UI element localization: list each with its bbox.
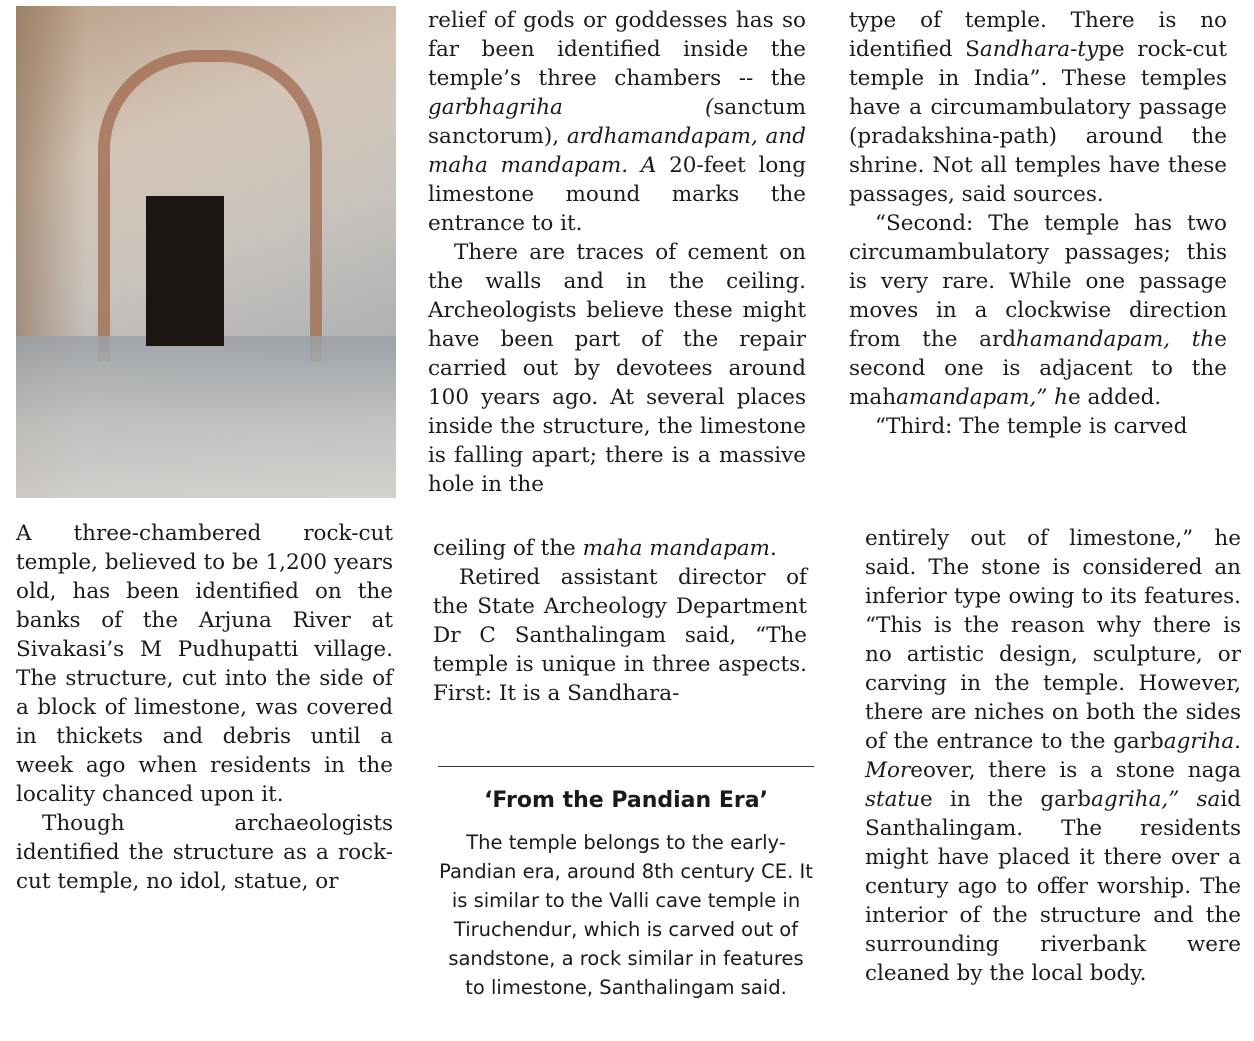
column-right-top xyxy=(849,6,1227,441)
paragraph-second xyxy=(849,209,1227,412)
paragraph-santhalingam: Retired assistant director of the State Archeology Department Dr C Santhalingam said, “The temple is unique in three aspects. First: It is a Sandhara- xyxy=(433,565,807,706)
italic-term: amandapam,” h xyxy=(896,385,1068,410)
column-middle-bottom xyxy=(433,534,807,708)
text-run: sanctum sanctorum), xyxy=(428,95,806,149)
italic-term: agriha,” sa xyxy=(1091,787,1221,812)
italic-term: agriha. Mor xyxy=(865,729,1241,783)
sidebar-title: ‘From the Pandian Era’ xyxy=(484,788,768,813)
text-run: . xyxy=(769,536,777,561)
temple-photo xyxy=(16,6,396,498)
italic-term: andhara-ty xyxy=(979,37,1099,62)
text-run: e in the garb xyxy=(919,787,1092,812)
photo-floor xyxy=(16,336,396,498)
text-run: e added. xyxy=(1068,385,1162,410)
paragraph-intro: A three-chambered rock-cut temple, believed to be 1,200 years old, has been identified on the banks of the Arjuna River at Sivakasi’s M Pudhupatti village. The structure, cut into the side of a block of limestone, was covered in thickets and debris until a week ago when residents in the locality chanced upon it. xyxy=(16,521,393,807)
text-run: relief of gods or goddesses has so far been identified inside the temple’s three chambers -- the xyxy=(428,8,806,91)
text-run: eover, there is a stone naga xyxy=(910,758,1241,783)
italic-term: hamandapam, th xyxy=(1016,327,1215,352)
italic-term: garbhagriha ( xyxy=(428,95,714,120)
sidebar-divider xyxy=(438,766,814,767)
sidebar-body: The temple belongs to the early-Pandian era, around 8th century CE. It is similar to the Valli cave temple in Tiruchendur, which is carved out of sandstone, a rock similar in features to limestone, Santhalingam said. xyxy=(439,831,813,999)
italic-term: statu xyxy=(865,787,920,812)
column-middle-top xyxy=(428,6,806,499)
text-run: pe rock-cut temple in India”. These temples have a circumambulatory passage (pradakshina-path) around the shrine. Not all temples have these passages, said sources. xyxy=(849,37,1227,207)
text-run: ceiling of the xyxy=(433,536,583,561)
paragraph-cement: There are traces of cement on the walls and in the ceiling. Archeologists believe these might have been part of the repair carried out by devotees around 100 years ago. At several places inside the structure, the limestone is falling apart; there is a massive hole in the xyxy=(428,240,806,497)
paragraph-chambers xyxy=(428,6,806,238)
italic-term: maha mandapam xyxy=(582,536,770,561)
text-run: “Second: The temple has two circumambulatory passages; this is very rare. While one passage moves in a clockwise direction from the ard xyxy=(849,211,1227,352)
paragraph-archaeologists: Though archaeologists identified the structure as a rock-cut temple, no idol, statue, or xyxy=(16,811,393,894)
column-right-bottom xyxy=(865,524,1241,988)
paragraph-ceiling xyxy=(433,534,807,563)
text-run: entirely out of limestone,” he said. The stone is considered an inferior type owing to its features. “This is the reason why there is no artistic design, sculpture, or carving in the temple. However, there are niches on both the sides of the entrance to the garb xyxy=(865,526,1241,754)
photo-doorway xyxy=(146,196,224,346)
paragraph-limestone xyxy=(865,524,1241,988)
paragraph-sandhara xyxy=(849,6,1227,209)
text-run: type of temple. There is no identified S xyxy=(849,8,1227,62)
paragraph-third: “Third: The temple is carved xyxy=(875,414,1188,439)
italic-term: ardhamandapam, and maha mandapam. A xyxy=(428,124,806,178)
text-run: id Santhalingam. The residents might have placed it there over a century ago to offer worship. The interior of the structure and the surrounding riverbank were cleaned by the local body. xyxy=(865,787,1241,986)
text-run: e second one is adjacent to the mah xyxy=(849,327,1227,410)
column-left xyxy=(16,519,393,896)
text-run: 20-feet long limestone mound marks the entrance to it. xyxy=(428,153,806,236)
